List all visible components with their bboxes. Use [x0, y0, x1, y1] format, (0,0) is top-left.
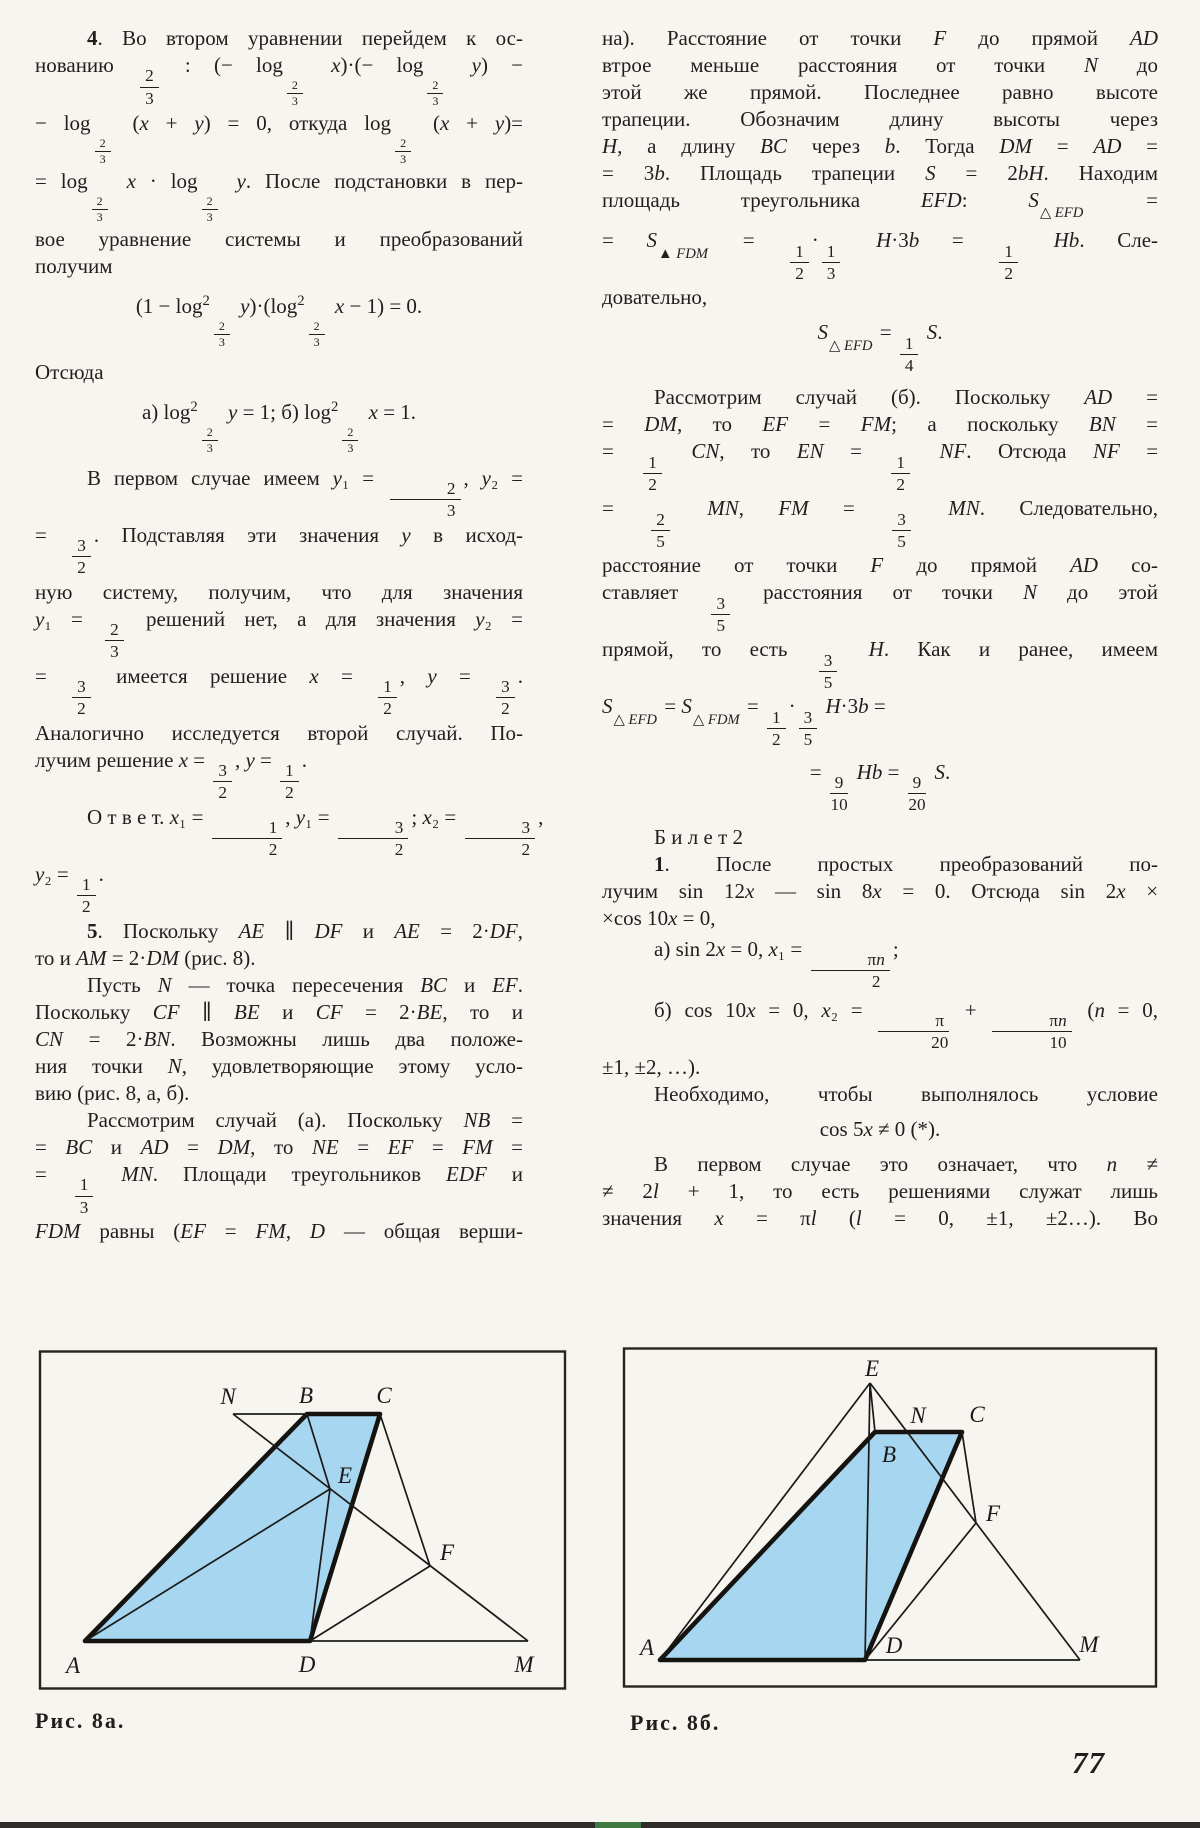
text-line: О т в е т. x₁ = $\frac{1}{2}$ , y₁ = $\frac{3}{2}$ ; x₂ = $\frac{3}{2}$ , — [87, 804, 544, 860]
text-line: ную систему, получим, что для значения — [35, 579, 523, 604]
text-line: = DM, то EF = FM; а поскольку BN = — [602, 412, 1159, 437]
figure-8a-drawing — [38, 1350, 567, 1691]
text-line: то и AM = 2·DM (рис. 8). — [35, 945, 256, 970]
text-line: y₁ = $\frac{2}{3}$ решений нет, а для значения y₂ = — [35, 606, 523, 662]
text-line: y₂ = $\frac{1}{2}$ . — [35, 861, 104, 917]
text-line: 4. Во втором уравнении перейдем к ос- — [87, 26, 523, 50]
text-line: площадь треугольника EFD: S△ EFD = — [602, 188, 1158, 222]
fig8a-label-C: C — [376, 1383, 392, 1408]
text-line: ния точки N, удовлетворяющие этому усло- — [35, 1053, 523, 1078]
text-line: Отсюда — [35, 359, 104, 384]
text-line: 5. Поскольку AE ∥ DF и AE = 2·DF, — [87, 918, 523, 943]
left-text-column — [35, 26, 544, 1246]
text-line: = 3b. Площадь трапеции S = 2bH. Находим — [602, 161, 1159, 185]
text-line: вию (рис. 8, а, б). — [35, 1080, 190, 1105]
right-text-column — [602, 26, 1158, 1233]
text-line: CN = 2·BN. Возможны лишь два положе- — [35, 1026, 523, 1051]
text-line: получим — [35, 253, 113, 278]
fig8b-trapezoid-ABCD — [660, 1432, 962, 1660]
text-line: Б и л е т 2 — [654, 824, 744, 849]
text-line: Поскольку CF ∥ BE и CF = 2·BE, то и — [35, 999, 523, 1024]
figure-8b-caption: Рис. 8б. — [630, 1710, 721, 1735]
text-line: этой же прямой. Последнее равно высоте — [602, 80, 1158, 104]
text-line: трапеции. Обозначим длину высоты через — [602, 107, 1158, 131]
text-line: − log $\frac{2}{3}$ (x + y) = 0, откуда log $\frac{2}{3}$ (x + y)= — [35, 110, 524, 167]
text-line: Пусть N — точка пересечения BC и EF. — [87, 972, 523, 997]
fig8b-line-CF — [962, 1432, 976, 1523]
fig8a-label-B: B — [298, 1383, 314, 1408]
fig8b-label-B: B — [881, 1442, 897, 1467]
text-line: довательно, — [602, 285, 708, 310]
text-line: прямой, то есть $\frac{3}{5}$ H. Как и ранее, имеем — [602, 637, 1159, 693]
text-line: = BC и AD = DM, то NE = EF = FM = — [35, 1134, 524, 1159]
fig8a-label-N: N — [220, 1384, 236, 1409]
scan-edge-artifact — [0, 1822, 1200, 1828]
figure-8b-drawing — [622, 1347, 1158, 1689]
fig8b-label-M: M — [1079, 1632, 1099, 1657]
fig8b-label-N: N — [910, 1403, 926, 1428]
text-line: а) sin 2x = 0, x₁ = $\frac{\pi n}{2}$ ; — [654, 936, 899, 992]
fig8b-label-F: F — [985, 1501, 1001, 1526]
text-line: значения x = πl (l = 0, ±1, ±2…). Во — [602, 1205, 1158, 1230]
figure-8a — [38, 1350, 567, 1691]
fig8a-label-D: D — [298, 1652, 316, 1677]
text-line: Необходимо, чтобы выполнялось условие — [654, 1081, 1158, 1106]
fig8a-label-F: F — [439, 1540, 455, 1565]
text-line: ставляет $\frac{3}{5}$ расстояния от точки N до этой — [602, 580, 1158, 636]
text-line: cos 5x ≠ 0 (*). — [819, 1116, 941, 1141]
text-line: Рассмотрим случай (а). Поскольку NB = — [87, 1107, 523, 1132]
fig8a-label-A: A — [65, 1653, 81, 1678]
text-line: = $\frac{1}{2}$ CN, то EN = $\frac{1}{2}$ NF. Отсюда NF = — [602, 439, 1159, 495]
text-line: = S▲ FDM = $\frac{1}{2}$ · $\frac{1}{3}$ H·3b = $\frac{1}{2}$ Hb. Сле- — [602, 228, 1159, 284]
text-line: 1. После простых преобразований по- — [654, 851, 1158, 876]
text-line: В первом случае это означает, что n ≠ — [654, 1151, 1158, 1176]
text-line: = $\frac{1}{3}$ MN. Площади треугольников EDF и — [35, 1161, 523, 1217]
text-line: лучим решение x = $\frac{3}{2}$ , y = $\frac{1}{2}$ . — [35, 747, 307, 803]
fig8b-label-A: A — [639, 1635, 655, 1660]
text-line: ±1, ±2, …). — [602, 1054, 701, 1079]
fig8b-label-C: C — [969, 1402, 985, 1427]
text-line: вое уравнение системы и преобразований — [35, 226, 523, 251]
text-line: Аналогично исследуется второй случай. По- — [35, 720, 523, 745]
text-line: = $\frac{3}{2}$ имеется решение x = $\frac{1}{2}$ , y = $\frac{3}{2}$ . — [35, 663, 524, 719]
text-line: лучим sin 12x — sin 8x = 0. Отсюда sin 2x × — [602, 878, 1159, 903]
fig8a-label-M: M — [514, 1652, 534, 1677]
text-line: втрое меньше расстояния от точки N до — [602, 53, 1158, 77]
figure-8a-caption: Рис. 8а. — [35, 1708, 126, 1733]
text-line: б) cos 10x = 0, x₂ = $\frac{\pi}{20}$ + $\frac{\pi n}{10}$ (n = 0, — [654, 997, 1159, 1053]
page-number: 77 — [1072, 1745, 1105, 1780]
text-line: Рассмотрим случай (б). Поскольку AD = — [654, 385, 1159, 410]
text-line: В первом случае имеем y₁ = $\frac{2}{3}$ , y₂ = — [87, 465, 524, 521]
fig8a-trapezoid-ABCD — [85, 1414, 380, 1641]
fig8a-label-E: E — [337, 1463, 353, 1488]
text-line: = $\frac{9}{10}$ Hb = $\frac{9}{20}$ S. — [809, 759, 951, 815]
text-line: = $\frac{2}{5}$ MN, FM = $\frac{3}{5}$ MN. Следовательно, — [602, 496, 1159, 552]
text-line: = $\frac{3}{2}$ . Подставляя эти значения y в исход- — [35, 522, 524, 578]
fig8a-line-CF — [380, 1414, 430, 1566]
text-line: FDM равны (EF = FM, D — общая верши- — [35, 1218, 523, 1243]
text-line: S△ EFD = S△ FDM = $\frac{1}{2}$ · $\frac{3}{5}$ H·3b = — [602, 694, 886, 750]
text-line: H, а длину BC через b. Тогда DM = AD = — [602, 134, 1159, 158]
text-line: = log $\frac{2}{3}$ x · log $\frac{2}{3}$ y. После подстановки в пер- — [35, 168, 524, 225]
text-line: расстояние от точки F до прямой AD со- — [602, 553, 1158, 578]
text-line: (1 − log2 $\frac{2}{3}$ y)·(log2 $\frac{2}{3}$ x − 1) = 0. — [135, 292, 423, 350]
fig8b-label-D: D — [885, 1633, 903, 1658]
text-line: а) log2 $\frac{2}{3}$ y = 1; б) log2 $\frac{2}{3}$ x = 1. — [141, 398, 417, 456]
scan-edge-color-mark — [595, 1822, 641, 1828]
text-line: ×cos 10x = 0, — [602, 905, 716, 930]
figure-8b — [622, 1347, 1158, 1689]
text-line: ≠ 2l + 1, то есть решениями служат лишь — [602, 1178, 1158, 1203]
text-line: на). Расстояние от точки F до прямой AD — [602, 26, 1158, 50]
text-line: S△ EFD = $\frac{1}{4}$ S. — [817, 320, 943, 376]
text-line: нованию $\frac{2}{3}$ : (− log $\frac{2}{3}$ x)·(− log $\frac{2}{3}$ y) − — [35, 53, 524, 109]
fig8b-line-EB — [870, 1383, 875, 1432]
fig8b-label-E: E — [864, 1356, 880, 1381]
